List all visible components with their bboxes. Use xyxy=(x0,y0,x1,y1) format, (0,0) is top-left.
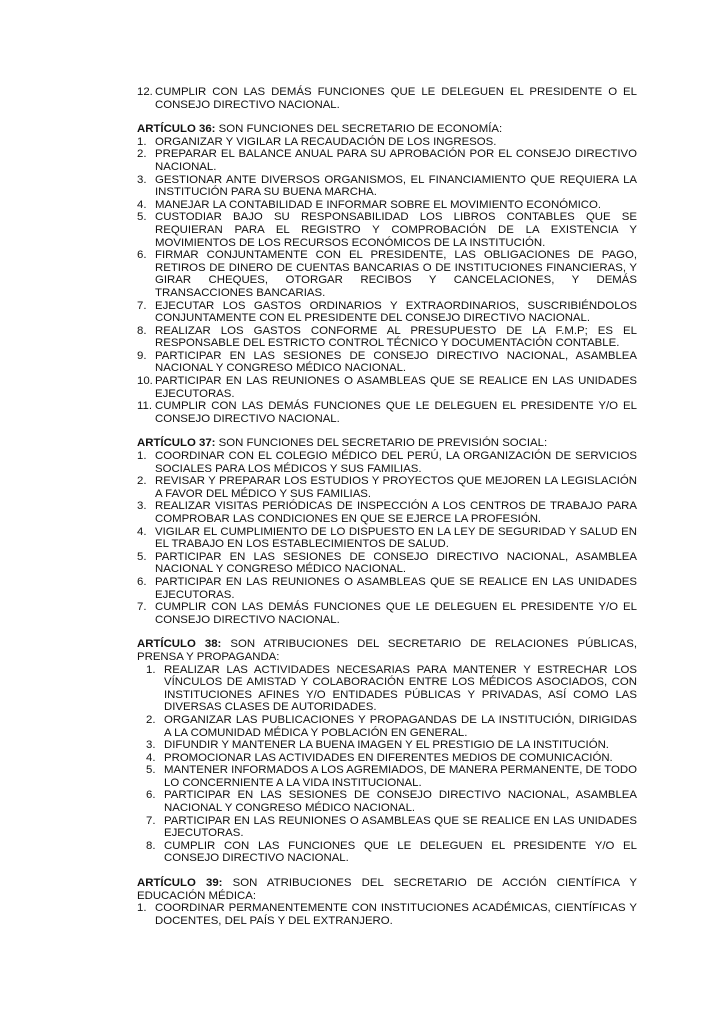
article-37 xyxy=(137,437,637,626)
list-item xyxy=(137,601,637,626)
item-number: 1. xyxy=(137,135,147,148)
item-text: CUMPLIR CON LAS FUNCIONES QUE LE DELEGUEN EL PRESIDENTE Y/O EL CONSEJO DIRECTIVO NACIONAL. xyxy=(164,839,637,865)
item-number: 5. xyxy=(137,550,147,563)
article-heading xyxy=(137,638,637,663)
item-number: 2. xyxy=(146,713,156,726)
item-number: 5. xyxy=(146,764,156,777)
article-title: SON FUNCIONES DEL SECRETARIO DE PREVISIÓN SOCIAL: xyxy=(215,437,548,450)
item-number: 8. xyxy=(146,839,156,852)
list-item xyxy=(146,840,637,865)
list-item xyxy=(146,664,637,714)
item-text: PREPARAR EL BALANCE ANUAL PARA SU APROBACIÓN POR EL CONSEJO DIRECTIVO NACIONAL. xyxy=(155,148,637,173)
list-item xyxy=(137,148,637,173)
list-item xyxy=(137,400,637,425)
item-number: 1. xyxy=(137,450,147,463)
item-number: 3. xyxy=(137,500,147,513)
item-number: 7. xyxy=(146,814,156,827)
item-text: REALIZAR VISITAS PERIÓDICAS DE INSPECCIÓN A LOS CENTROS DE TRABAJO PARA COMPROBAR LAS CONDICIONES EN QUE SE EJERCE LA PROFESIÓN. xyxy=(155,500,637,525)
item-number: 6. xyxy=(146,789,156,802)
list-item xyxy=(137,249,637,299)
article-heading xyxy=(137,877,637,902)
item-number: 7. xyxy=(137,299,147,312)
item-number: 2. xyxy=(137,148,147,161)
article-title: SON ATRIBUCIONES DEL SECRETARIO DE RELACIONES PÚBLICAS, PRENSA Y PROPAGANDA: xyxy=(137,638,637,663)
article-label: ARTÍCULO 38: xyxy=(137,638,222,651)
list-item xyxy=(146,752,637,765)
list-item xyxy=(137,902,637,927)
item-number: 10. xyxy=(137,375,153,388)
item-text: CUMPLIR CON LAS DEMÁS FUNCIONES QUE LE DELEGUEN EL PRESIDENTE O EL CONSEJO DIRECTIVO NACIONAL. xyxy=(155,86,637,111)
article-label: ARTÍCULO 39: xyxy=(137,877,223,890)
article-title: SON FUNCIONES DEL SECRETARIO DE ECONOMÍA: xyxy=(215,123,503,136)
item-text: REALIZAR LAS ACTIVIDADES NECESARIAS PARA MANTENER Y ESTRECHAR LOS VÍNCULOS DE AMISTAD Y COLABORACIÓN ENTRE LOS MÉDICOS ASOCIADOS, CON INSTITUCIONES AFINES Y/O ENTIDADES PÚBLICAS Y PRIVADAS, ASÍ COMO LAS DIVERSAS CLASES DE AUTORIDADES. xyxy=(164,663,637,714)
item-text: CUSTODIAR BAJO SU RESPONSABILIDAD LOS LIBROS CONTABLES QUE SE REQUIERAN PARA EL REGISTRO Y COMPROBACIÓN DE LA EXISTENCIA Y MOVIMIENTOS DE LOS RECURSOS ECONÓMICOS DE LA INSTITUCIÓN. xyxy=(155,211,637,249)
list-item xyxy=(137,300,637,325)
item-text: GESTIONAR ANTE DIVERSOS ORGANISMOS, EL FINANCIAMIENTO QUE REQUIERA LA INSTITUCIÓN PARA SU BUENA MARCHA. xyxy=(155,173,637,199)
item-number: 7. xyxy=(137,601,147,614)
article-38 xyxy=(137,638,637,865)
list-item xyxy=(137,325,637,350)
list-item xyxy=(137,199,637,212)
list-item xyxy=(137,475,637,500)
item-number: 4. xyxy=(137,198,147,211)
item-text: EJECUTAR LOS GASTOS ORDINARIOS Y EXTRAORDINARIOS, SUSCRIBIÉNDOLOS CONJUNTAMENTE CON EL PRESIDENTE DEL CONSEJO DIRECTIVO NACIONAL. xyxy=(155,299,637,325)
item-text: PARTICIPAR EN LAS SESIONES DE CONSEJO DIRECTIVO NACIONAL, ASAMBLEA NACIONAL Y CONGRESO MÉDICO NACIONAL. xyxy=(164,789,637,815)
list-item xyxy=(137,136,637,149)
item-number: 11. xyxy=(137,400,152,413)
indented-list xyxy=(146,664,637,866)
item-text: VIGILAR EL CUMPLIMIENTO DE LO DISPUESTO EN LA LEY DE SEGURIDAD Y SALUD EN EL TRABAJO EN LOS ESTABLECIMIENTOS DE SALUD. xyxy=(155,525,637,551)
item-text: PARTICIPAR EN LAS REUNIONES O ASAMBLEAS QUE SE REALICE EN LAS UNIDADES EJECUTORAS. xyxy=(155,375,637,400)
item-text: PARTICIPAR EN LAS REUNIONES O ASAMBLEAS QUE SE REALICE EN LAS UNIDADES EJECUTORAS. xyxy=(164,814,637,840)
list-item xyxy=(137,551,637,576)
item-text: COORDINAR PERMANENTEMENTE CON INSTITUCIONES ACADÉMICAS, CIENTÍFICAS Y DOCENTES, DEL PAÍS Y DEL EXTRANJERO. xyxy=(155,902,637,927)
article-heading xyxy=(137,437,637,450)
article-title: SON ATRIBUCIONES DEL SECRETARIO DE ACCIÓN CIENTÍFICA Y EDUCACIÓN MÉDICA: xyxy=(137,877,637,902)
list-item xyxy=(146,764,637,789)
article-39 xyxy=(137,877,637,927)
list-item xyxy=(137,526,637,551)
list-item xyxy=(146,714,637,739)
item-text: ORGANIZAR Y VIGILAR LA RECAUDACIÓN DE LOS INGRESOS. xyxy=(155,135,497,148)
item-number: 3. xyxy=(146,739,156,752)
item-text: COORDINAR CON EL COLEGIO MÉDICO DEL PERÚ, LA ORGANIZACIÓN DE SERVICIOS SOCIALES PARA LOS MÉDICOS Y SUS FAMILIAS. xyxy=(155,450,637,475)
item-number: 4. xyxy=(146,751,156,764)
list-item xyxy=(146,789,637,814)
item-text: CUMPLIR CON LAS DEMÁS FUNCIONES QUE LE DELEGUEN EL PRESIDENTE Y/O EL CONSEJO DIRECTIVO NACIONAL. xyxy=(155,601,637,626)
item-number: 9. xyxy=(137,349,147,362)
item-text: PARTICIPAR EN LAS SESIONES DE CONSEJO DIRECTIVO NACIONAL, ASAMBLEA NACIONAL Y CONGRESO MÉDICO NACIONAL. xyxy=(155,349,637,375)
list-item xyxy=(137,450,637,475)
item-text: MANTENER INFORMADOS A LOS AGREMIADOS, DE MANERA PERMANENTE, DE TODO LO CONCERNIENTE A LA VIDA INSTITUCIONAL. xyxy=(164,764,638,789)
item-text: DIFUNDIR Y MANTENER LA BUENA IMAGEN Y EL PRESTIGIO DE LA INSTITUCIÓN. xyxy=(164,739,609,752)
item-text: FIRMAR CONJUNTAMENTE CON EL PRESIDENTE, LAS OBLIGACIONES DE PAGO, RETIROS DE DINERO DE CUENTAS BANCARIAS O DE INSTITUCIONES FINANCIERAS, Y GIRAR CHEQUES, OTORGAR RECIBOS Y CANCELACIONES, Y DEMÁS TRANSACCIONES BANCARIAS. xyxy=(155,249,637,299)
item-number: 1. xyxy=(137,902,147,915)
list-item xyxy=(137,500,637,525)
item-text: MANEJAR LA CONTABILIDAD E INFORMAR SOBRE EL MOVIMIENTO ECONÓMICO. xyxy=(155,198,601,211)
item-text: ORGANIZAR LAS PUBLICACIONES Y PROPAGANDAS DE LA INSTITUCIÓN, DIRIGIDAS A LA COMUNIDAD MÉDICA Y POBLACIÓN EN GENERAL. xyxy=(164,713,637,739)
item-number: 4. xyxy=(137,525,147,538)
article-label: ARTÍCULO 37: xyxy=(137,437,216,450)
list-item xyxy=(146,815,637,840)
item-number: 6. xyxy=(137,575,147,588)
article-36 xyxy=(137,123,637,425)
item-number: 5. xyxy=(137,211,147,224)
article-label: ARTÍCULO 36: xyxy=(137,123,216,136)
item-text: PARTICIPAR EN LAS REUNIONES O ASAMBLEAS QUE SE REALICE EN LAS UNIDADES EJECUTORAS. xyxy=(155,575,637,601)
item-text: PROMOCIONAR LAS ACTIVIDADES EN DIFERENTES MEDIOS DE COMUNICACIÓN. xyxy=(164,751,613,764)
item-number: 8. xyxy=(137,324,147,337)
item-text: REVISAR Y PREPARAR LOS ESTUDIOS Y PROYECTOS QUE MEJOREN LA LEGISLACIÓN A FAVOR DEL MÉDICO Y SUS FAMILIAS. xyxy=(155,475,637,500)
item-text: CUMPLIR CON LAS DEMÁS FUNCIONES QUE LE DELEGUEN EL PRESIDENTE Y/O EL CONSEJO DIRECTIVO NACIONAL. xyxy=(155,400,637,425)
list-item xyxy=(137,375,637,400)
item-number: 3. xyxy=(137,173,147,186)
list-item xyxy=(137,576,637,601)
item-text: REALIZAR LOS GASTOS CONFORME AL PRESUPUESTO DE LA F.M.P; ES EL RESPONSABLE DEL ESTRICTO CONTROL TÉCNICO Y DOCUMENTACIÓN CONTABLE. xyxy=(155,324,637,350)
article-heading xyxy=(137,123,637,136)
list-item xyxy=(146,739,637,752)
list-item-12 xyxy=(137,86,637,111)
list-item xyxy=(137,211,637,249)
document-page xyxy=(137,86,637,927)
item-number: 2. xyxy=(137,475,147,488)
list-item xyxy=(137,350,637,375)
item-number: 12. xyxy=(137,86,153,98)
item-number: 6. xyxy=(137,249,147,262)
list-item xyxy=(137,174,637,199)
item-text: PARTICIPAR EN LAS SESIONES DE CONSEJO DIRECTIVO NACIONAL, ASAMBLEA NACIONAL Y CONGRESO MÉDICO NACIONAL. xyxy=(155,550,637,576)
item-number: 1. xyxy=(146,663,156,676)
